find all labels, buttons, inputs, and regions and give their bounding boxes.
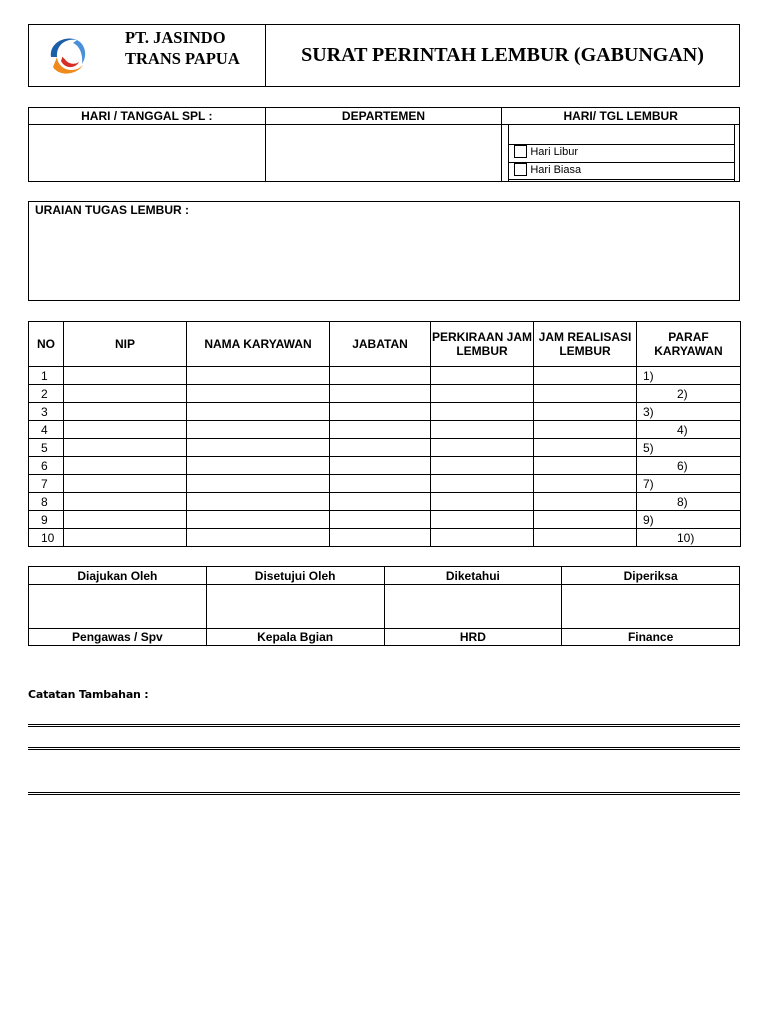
col-header-jabatan: JABATAN: [330, 322, 431, 367]
row-nama-cell[interactable]: [187, 421, 330, 439]
info-header-date: HARI / TANGGAL SPL :: [29, 108, 266, 125]
row-nama-cell[interactable]: [187, 367, 330, 385]
task-description-box[interactable]: [28, 201, 740, 301]
row-no: 8: [29, 493, 64, 511]
row-jabatan-cell[interactable]: [330, 511, 431, 529]
hari-libur-label: Hari Libur: [530, 145, 579, 158]
row-jabatan-cell[interactable]: [330, 385, 431, 403]
sign-role-finance: Finance: [562, 629, 740, 646]
row-nama-cell[interactable]: [187, 529, 330, 547]
company-name-line1: PT. JASINDO: [125, 28, 226, 47]
row-perkiraan-cell[interactable]: [431, 439, 534, 457]
row-perkiraan-cell[interactable]: [431, 403, 534, 421]
row-realisasi-cell[interactable]: [534, 493, 637, 511]
notes-line[interactable]: [28, 792, 740, 795]
table-row: [29, 367, 741, 385]
row-jabatan-cell[interactable]: [330, 457, 431, 475]
row-paraf-cell[interactable]: 8): [637, 493, 741, 511]
sign-header-diperiksa: Diperiksa: [562, 567, 740, 585]
company-name: [125, 27, 240, 69]
document-title: SURAT PERINTAH LEMBUR (GABUNGAN): [301, 44, 704, 66]
table-row: [29, 475, 741, 493]
table-row: [29, 421, 741, 439]
info-table: [28, 107, 740, 182]
row-perkiraan-cell[interactable]: [431, 475, 534, 493]
row-no: 10: [29, 529, 64, 547]
row-paraf-cell[interactable]: 10): [637, 529, 741, 547]
row-paraf-cell[interactable]: 7): [637, 475, 741, 493]
notes-line[interactable]: [28, 747, 740, 750]
row-jabatan-cell[interactable]: [330, 475, 431, 493]
row-nama-cell[interactable]: [187, 385, 330, 403]
row-realisasi-cell[interactable]: [534, 439, 637, 457]
row-nama-cell[interactable]: [187, 403, 330, 421]
row-no: 1: [29, 367, 64, 385]
row-nip-cell[interactable]: [64, 385, 187, 403]
row-realisasi-cell[interactable]: [534, 511, 637, 529]
row-nip-cell[interactable]: [64, 493, 187, 511]
col-header-nip: NIP: [64, 322, 187, 367]
row-nama-cell[interactable]: [187, 439, 330, 457]
signature-table: [28, 566, 740, 646]
row-realisasi-cell[interactable]: [534, 385, 637, 403]
row-paraf-cell[interactable]: 9): [637, 511, 741, 529]
row-paraf-cell[interactable]: 3): [637, 403, 741, 421]
row-jabatan-cell[interactable]: [330, 529, 431, 547]
row-perkiraan-cell[interactable]: [431, 511, 534, 529]
row-jabatan-cell[interactable]: [330, 421, 431, 439]
col-header-nama: NAMA KARYAWAN: [187, 322, 330, 367]
sign-header-diketahui: Diketahui: [384, 567, 562, 585]
info-overtime-date-field[interactable]: [502, 125, 740, 182]
info-header-department: DEPARTEMEN: [265, 108, 502, 125]
row-nip-cell[interactable]: [64, 529, 187, 547]
option-hari-biasa[interactable]: [514, 163, 581, 176]
signature-space[interactable]: [384, 585, 562, 629]
notes-line[interactable]: [28, 724, 740, 727]
sign-header-disetujui: Disetujui Oleh: [206, 567, 384, 585]
row-nip-cell[interactable]: [64, 457, 187, 475]
table-row: [29, 439, 741, 457]
signature-space[interactable]: [562, 585, 740, 629]
row-paraf-cell[interactable]: 2): [637, 385, 741, 403]
row-no: 7: [29, 475, 64, 493]
row-realisasi-cell[interactable]: [534, 403, 637, 421]
row-nama-cell[interactable]: [187, 475, 330, 493]
hari-biasa-label: Hari Biasa: [530, 163, 582, 176]
row-jabatan-cell[interactable]: [330, 403, 431, 421]
company-logo-icon: [43, 31, 91, 79]
sign-role-pengawas: Pengawas / Spv: [29, 629, 207, 646]
row-jabatan-cell[interactable]: [330, 367, 431, 385]
sign-header-diajukan: Diajukan Oleh: [29, 567, 207, 585]
row-nip-cell[interactable]: [64, 421, 187, 439]
col-header-perkiraan: PERKIRAAN JAM LEMBUR: [431, 322, 534, 367]
info-department-field[interactable]: [265, 125, 502, 182]
row-no: 4: [29, 421, 64, 439]
table-row: [29, 403, 741, 421]
row-paraf-cell[interactable]: 4): [637, 421, 741, 439]
row-perkiraan-cell[interactable]: [431, 421, 534, 439]
row-no: 2: [29, 385, 64, 403]
row-paraf-cell[interactable]: 6): [637, 457, 741, 475]
notes-label: Catatan Tambahan :: [28, 688, 149, 701]
row-nama-cell[interactable]: [187, 511, 330, 529]
row-paraf-cell[interactable]: 1): [637, 367, 741, 385]
row-perkiraan-cell[interactable]: [431, 367, 534, 385]
table-row: [29, 385, 741, 403]
table-row: [29, 457, 741, 475]
table-row: [29, 529, 741, 547]
row-nama-cell[interactable]: [187, 457, 330, 475]
row-nip-cell[interactable]: [64, 439, 187, 457]
row-paraf-cell[interactable]: 5): [637, 439, 741, 457]
row-realisasi-cell[interactable]: [534, 421, 637, 439]
row-no: 6: [29, 457, 64, 475]
table-row: [29, 511, 741, 529]
row-no: 5: [29, 439, 64, 457]
row-nip-cell[interactable]: [64, 511, 187, 529]
sign-role-kepala: Kepala Bgian: [206, 629, 384, 646]
info-header-overtime-date: HARI/ TGL LEMBUR: [502, 108, 740, 125]
col-header-realisasi: JAM REALISASI LEMBUR: [534, 322, 637, 367]
row-perkiraan-cell[interactable]: [431, 529, 534, 547]
row-realisasi-cell[interactable]: [534, 475, 637, 493]
row-realisasi-cell[interactable]: [534, 529, 637, 547]
signature-space[interactable]: [206, 585, 384, 629]
row-nama-cell[interactable]: [187, 493, 330, 511]
row-no: 9: [29, 511, 64, 529]
sign-role-hrd: HRD: [384, 629, 562, 646]
row-perkiraan-cell[interactable]: [431, 457, 534, 475]
row-jabatan-cell[interactable]: [330, 439, 431, 457]
table-row: [29, 493, 741, 511]
row-nip-cell[interactable]: [64, 367, 187, 385]
row-nip-cell[interactable]: [64, 475, 187, 493]
company-name-line2: TRANS PAPUA: [125, 49, 240, 68]
hari-libur-checkbox[interactable]: [514, 145, 527, 158]
signature-space[interactable]: [29, 585, 207, 629]
row-nip-cell[interactable]: [64, 403, 187, 421]
row-realisasi-cell[interactable]: [534, 457, 637, 475]
info-date-field[interactable]: [29, 125, 266, 182]
task-description-label: URAIAN TUGAS LEMBUR :: [35, 203, 189, 217]
col-header-paraf: PARAF KARYAWAN: [637, 322, 741, 367]
row-perkiraan-cell[interactable]: [431, 385, 534, 403]
row-realisasi-cell[interactable]: [534, 367, 637, 385]
employee-table: [28, 321, 741, 547]
row-perkiraan-cell[interactable]: [431, 493, 534, 511]
hari-biasa-checkbox[interactable]: [514, 163, 527, 176]
row-no: 3: [29, 403, 64, 421]
col-header-no: NO: [29, 322, 64, 367]
option-hari-libur[interactable]: [514, 145, 578, 158]
row-jabatan-cell[interactable]: [330, 493, 431, 511]
form-header: [28, 24, 740, 87]
